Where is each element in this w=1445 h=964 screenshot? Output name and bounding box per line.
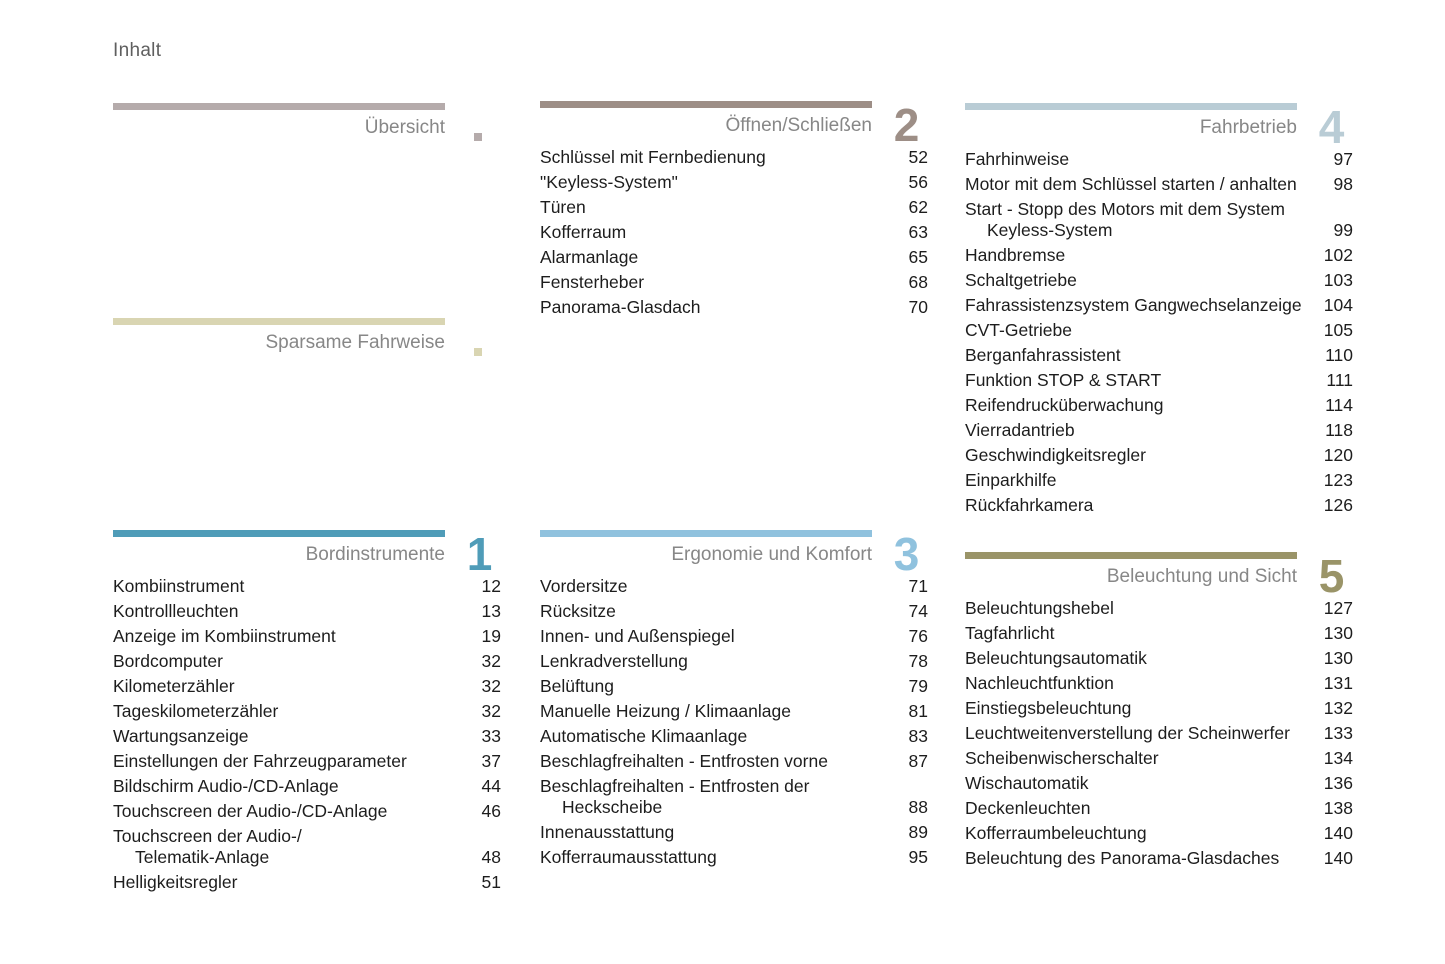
toc-item-page-number: 70 bbox=[908, 297, 928, 317]
toc-item-page-number: 118 bbox=[1325, 420, 1353, 440]
toc-item-label: Kilometerzähler bbox=[113, 676, 235, 696]
toc-item-page-number: 98 bbox=[1333, 174, 1353, 194]
toc-item bbox=[113, 776, 501, 797]
toc-item bbox=[540, 776, 928, 818]
toc-item-label: Kombiinstrument bbox=[113, 576, 245, 596]
toc-item bbox=[113, 726, 501, 747]
toc-item bbox=[113, 801, 501, 822]
toc-item-page-number: 63 bbox=[908, 222, 928, 242]
toc-item bbox=[965, 395, 1353, 416]
toc-item bbox=[965, 245, 1353, 266]
toc-item-page-number: 51 bbox=[481, 872, 501, 892]
section-square-marker bbox=[474, 133, 482, 141]
toc-item bbox=[965, 270, 1353, 291]
toc-item-label: Automatische Klimaanlage bbox=[540, 726, 748, 746]
toc-item bbox=[965, 420, 1353, 441]
toc-item-page-number: 104 bbox=[1323, 295, 1353, 315]
section-oeffnen-schliessen bbox=[540, 101, 930, 322]
toc-item bbox=[113, 626, 501, 647]
toc-item-label: Manuelle Heizung / Klimaanlage bbox=[540, 701, 791, 721]
toc-item-page-number: 32 bbox=[481, 676, 501, 696]
toc-item-page-number: 46 bbox=[481, 801, 501, 821]
toc-item-page-number: 76 bbox=[908, 626, 928, 646]
toc-item bbox=[965, 345, 1353, 366]
toc-item-label: Türen bbox=[540, 197, 586, 217]
toc-item bbox=[540, 197, 928, 218]
toc-item-label: Vierradantrieb bbox=[965, 420, 1075, 440]
toc-item bbox=[965, 773, 1353, 794]
section-title: Öffnen/Schließen bbox=[725, 115, 872, 136]
toc-item-page-number: 111 bbox=[1326, 370, 1353, 390]
toc-item-label: Lenkradverstellung bbox=[540, 651, 688, 671]
toc-item-page-number: 140 bbox=[1323, 848, 1353, 868]
toc-item-page-number: 71 bbox=[908, 576, 928, 596]
toc-item-label: Wartungsanzeige bbox=[113, 726, 249, 746]
toc-item-page-number: 136 bbox=[1323, 773, 1353, 793]
toc-item-page-number: 114 bbox=[1325, 395, 1353, 415]
toc-item-page-number: 62 bbox=[908, 197, 928, 217]
toc-item-page-number: 32 bbox=[481, 701, 501, 721]
toc-item-label: Schlüssel mit Fernbedienung bbox=[540, 147, 766, 167]
toc-item-label: Wischautomatik bbox=[965, 773, 1089, 793]
toc-item-label: Innen- und Außenspiegel bbox=[540, 626, 735, 646]
toc-item bbox=[540, 147, 928, 168]
toc-item-label: Rücksitze bbox=[540, 601, 616, 621]
toc-item bbox=[113, 872, 501, 893]
toc-item bbox=[540, 676, 928, 697]
toc-item-label: Start - Stopp des Motors mit dem System Keyless-System bbox=[965, 199, 1285, 240]
toc-item-label-line2: Telematik-Anlage bbox=[135, 847, 270, 867]
section-number: 2 bbox=[893, 99, 919, 151]
toc-item-page-number: 97 bbox=[1333, 149, 1353, 169]
toc-item-label: Touchscreen der Audio-/CD-Anlage bbox=[113, 801, 388, 821]
toc-item-label: Nachleuchtfunktion bbox=[965, 673, 1114, 693]
toc-item-page-number: 102 bbox=[1323, 245, 1353, 265]
toc-item bbox=[113, 676, 501, 697]
toc-item bbox=[540, 272, 928, 293]
section-number: 3 bbox=[893, 528, 919, 580]
section-title: Beleuchtung und Sicht bbox=[1106, 566, 1297, 587]
toc-item bbox=[965, 723, 1353, 744]
toc-item-page-number: 127 bbox=[1323, 598, 1353, 618]
section-title: Übersicht bbox=[364, 117, 445, 138]
toc-item-page-number: 68 bbox=[908, 272, 928, 292]
toc-item bbox=[113, 751, 501, 772]
toc-item-label: Helligkeitsregler bbox=[113, 872, 238, 892]
toc-item bbox=[965, 199, 1353, 241]
section-underline-bar bbox=[965, 552, 1297, 559]
toc-item bbox=[965, 445, 1353, 466]
toc-item-label: Innenausstattung bbox=[540, 822, 675, 842]
toc-item bbox=[965, 848, 1353, 869]
toc-item-page-number: 78 bbox=[908, 651, 928, 671]
toc-item-page-number: 87 bbox=[908, 751, 928, 771]
toc-item bbox=[965, 320, 1353, 341]
toc-item-page-number: 131 bbox=[1323, 673, 1353, 693]
toc-item-page-number: 12 bbox=[481, 576, 501, 596]
toc-item bbox=[965, 748, 1353, 769]
section-underline-bar bbox=[113, 103, 445, 110]
toc-item-label: Belüftung bbox=[540, 676, 614, 696]
toc-item-label: CVT-Getriebe bbox=[965, 320, 1072, 340]
section-underline-bar bbox=[540, 101, 872, 108]
toc-item-label: Fensterheber bbox=[540, 272, 645, 292]
toc-item-label: Tagfahrlicht bbox=[965, 623, 1055, 643]
toc-item bbox=[965, 648, 1353, 669]
toc-item-page-number: 130 bbox=[1323, 623, 1353, 643]
toc-item-label: Einstiegsbeleuchtung bbox=[965, 698, 1132, 718]
section-title: Sparsame Fahrweise bbox=[265, 332, 445, 353]
section-title: Ergonomie und Komfort bbox=[671, 544, 872, 565]
toc-item-page-number: 32 bbox=[481, 651, 501, 671]
toc-item-list bbox=[965, 149, 1353, 516]
toc-item-label: Deckenleuchten bbox=[965, 798, 1091, 818]
toc-item-page-number: 74 bbox=[908, 601, 928, 621]
toc-item-page-number: 126 bbox=[1323, 495, 1353, 515]
toc-item-page-number: 120 bbox=[1323, 445, 1353, 465]
toc-item-label: Beschlagfreihalten - Entfrosten der Heckscheibe bbox=[540, 776, 810, 817]
section-beleuchtung-und-sicht bbox=[965, 552, 1355, 873]
toc-item bbox=[540, 651, 928, 672]
section-underline-bar bbox=[113, 530, 445, 537]
toc-item-page-number: 88 bbox=[908, 797, 928, 817]
toc-item-page-number: 123 bbox=[1323, 470, 1353, 490]
toc-item-page-number: 56 bbox=[908, 172, 928, 192]
toc-item-label: Kontrollleuchten bbox=[113, 601, 239, 621]
toc-item-list bbox=[113, 576, 501, 893]
section-underline-bar bbox=[965, 103, 1297, 110]
toc-item bbox=[540, 601, 928, 622]
toc-item-label: Kofferraumausstattung bbox=[540, 847, 717, 867]
toc-item-label: Panorama-Glasdach bbox=[540, 297, 701, 317]
section-number: 4 bbox=[1318, 101, 1344, 153]
toc-item-label: Kofferraum bbox=[540, 222, 627, 242]
toc-item bbox=[540, 576, 928, 597]
section-fahrbetrieb bbox=[965, 103, 1355, 520]
toc-item-page-number: 33 bbox=[481, 726, 501, 746]
toc-item-page-number: 138 bbox=[1323, 798, 1353, 818]
toc-item-page-number: 110 bbox=[1325, 345, 1353, 365]
toc-item bbox=[113, 576, 501, 597]
toc-item-page-number: 105 bbox=[1323, 320, 1353, 340]
toc-item-page-number: 132 bbox=[1323, 698, 1353, 718]
toc-item-page-number: 83 bbox=[908, 726, 928, 746]
toc-item-page-number: 99 bbox=[1333, 220, 1353, 240]
toc-item bbox=[965, 149, 1353, 170]
section-title: Fahrbetrieb bbox=[1199, 117, 1297, 138]
toc-item bbox=[540, 847, 928, 868]
toc-item bbox=[965, 798, 1353, 819]
section-underline-bar bbox=[113, 318, 445, 325]
toc-item-label: Einparkhilfe bbox=[965, 470, 1057, 490]
toc-item-label-line2: Heckscheibe bbox=[562, 797, 663, 817]
toc-item-label: Vordersitze bbox=[540, 576, 628, 596]
toc-item bbox=[113, 651, 501, 672]
toc-item bbox=[965, 370, 1353, 391]
toc-item-page-number: 133 bbox=[1323, 723, 1353, 743]
toc-item-label: Geschwindigkeitsregler bbox=[965, 445, 1146, 465]
toc-item-label: Beleuchtungshebel bbox=[965, 598, 1114, 618]
toc-item-page-number: 65 bbox=[908, 247, 928, 267]
toc-item-label: Leuchtweitenverstellung der Scheinwerfer bbox=[965, 723, 1290, 743]
toc-item-label: Touchscreen der Audio-/ Telematik-Anlage bbox=[113, 826, 302, 867]
section-number: 5 bbox=[1318, 550, 1344, 602]
toc-item-page-number: 95 bbox=[908, 847, 928, 867]
toc-item-label: Tageskilometerzähler bbox=[113, 701, 279, 721]
toc-item-page-number: 81 bbox=[908, 701, 928, 721]
toc-item-label: Alarmanlage bbox=[540, 247, 639, 267]
toc-item bbox=[540, 751, 928, 772]
section-ergonomie-und-komfort bbox=[540, 530, 930, 872]
toc-item-page-number: 37 bbox=[481, 751, 501, 771]
toc-item bbox=[965, 174, 1353, 195]
toc-item bbox=[965, 470, 1353, 491]
section-number: 1 bbox=[466, 528, 492, 580]
toc-item-label: Schaltgetriebe bbox=[965, 270, 1077, 290]
toc-item-page-number: 19 bbox=[481, 626, 501, 646]
toc-item-label: Fahrhinweise bbox=[965, 149, 1070, 169]
toc-item-label-line2: Keyless-System bbox=[987, 220, 1113, 240]
toc-item-label: Anzeige im Kombiinstrument bbox=[113, 626, 336, 646]
toc-item bbox=[540, 626, 928, 647]
toc-item-label: Rückfahrkamera bbox=[965, 495, 1094, 515]
toc-item-page-number: 52 bbox=[908, 147, 928, 167]
section-title: Bordinstrumente bbox=[305, 544, 445, 565]
toc-item bbox=[540, 247, 928, 268]
toc-item bbox=[965, 673, 1353, 694]
toc-item bbox=[965, 598, 1353, 619]
toc-item bbox=[965, 495, 1353, 516]
toc-item-label: Kofferraumbeleuchtung bbox=[965, 823, 1147, 843]
toc-item-page-number: 103 bbox=[1323, 270, 1353, 290]
toc-item-label: Funktion STOP & START bbox=[965, 370, 1162, 390]
toc-item-label: Beleuchtung des Panorama-Glasdaches bbox=[965, 848, 1280, 868]
toc-item-list bbox=[540, 576, 928, 868]
toc-item bbox=[540, 222, 928, 243]
toc-item-page-number: 140 bbox=[1323, 823, 1353, 843]
toc-item bbox=[965, 698, 1353, 719]
toc-item-page-number: 13 bbox=[481, 601, 501, 621]
toc-item-page-number: 134 bbox=[1323, 748, 1353, 768]
toc-item bbox=[965, 295, 1353, 316]
section-uebersicht bbox=[113, 103, 503, 139]
toc-item-label: Einstellungen der Fahrzeugparameter bbox=[113, 751, 407, 771]
toc-item-label: Beschlagfreihalten - Entfrosten vorne bbox=[540, 751, 828, 771]
page-title: Inhalt bbox=[113, 40, 162, 61]
toc-item-label: Fahrassistenzsystem Gangwechselanzeige bbox=[965, 295, 1302, 315]
section-square-marker bbox=[474, 348, 482, 356]
section-underline-bar bbox=[540, 530, 872, 537]
toc-item-list bbox=[965, 598, 1353, 869]
toc-item bbox=[540, 822, 928, 843]
toc-item-label: Reifendrucküberwachung bbox=[965, 395, 1164, 415]
section-sparsame-fahrweise bbox=[113, 318, 503, 354]
toc-item bbox=[540, 172, 928, 193]
toc-item-label: Bordcomputer bbox=[113, 651, 223, 671]
toc-item bbox=[965, 823, 1353, 844]
toc-item-page-number: 130 bbox=[1323, 648, 1353, 668]
toc-item bbox=[113, 826, 501, 868]
toc-item bbox=[965, 623, 1353, 644]
toc-item-list bbox=[540, 147, 928, 318]
toc-item-page-number: 89 bbox=[908, 822, 928, 842]
toc-item-label: Beleuchtungsautomatik bbox=[965, 648, 1147, 668]
toc-item-page-number: 48 bbox=[481, 847, 501, 867]
toc-item-page-number: 79 bbox=[908, 676, 928, 696]
toc-item-page-number: 44 bbox=[481, 776, 501, 796]
toc-item-label: Scheibenwischerschalter bbox=[965, 748, 1159, 768]
toc-item bbox=[540, 297, 928, 318]
toc-item-label: Handbremse bbox=[965, 245, 1066, 265]
section-bordinstrumente bbox=[113, 530, 503, 897]
toc-item-label: "Keyless-System" bbox=[540, 172, 678, 192]
toc-item-label: Berganfahrassistent bbox=[965, 345, 1121, 365]
toc-item bbox=[540, 726, 928, 747]
toc-item bbox=[540, 701, 928, 722]
toc-item bbox=[113, 701, 501, 722]
toc-item-label: Bildschirm Audio-/CD-Anlage bbox=[113, 776, 339, 796]
toc-item bbox=[113, 601, 501, 622]
toc-item-label: Motor mit dem Schlüssel starten / anhalten bbox=[965, 174, 1297, 194]
